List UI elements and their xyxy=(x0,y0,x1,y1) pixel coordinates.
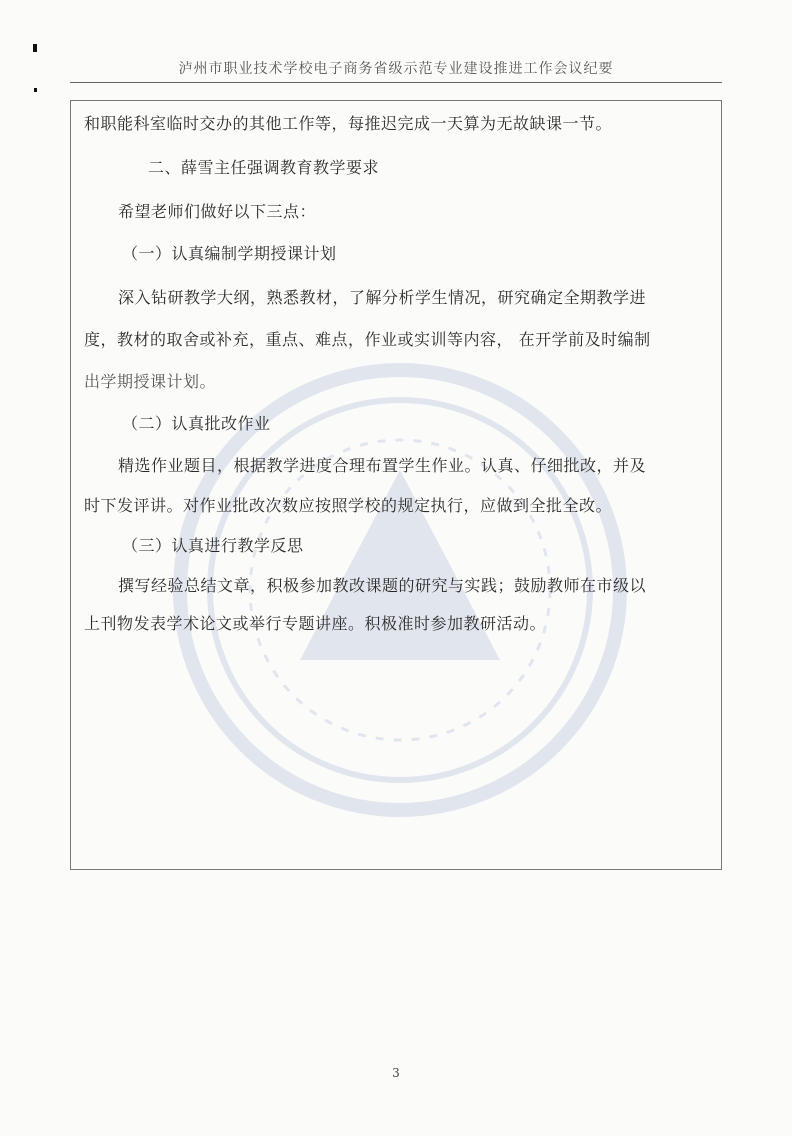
paragraph-line-5: 深入钻研教学大纲，熟悉教材，了解分析学生情况，研究确定全期教学进 xyxy=(118,288,647,307)
paragraph-line-9: 精选作业题目，根据教学进度合理布置学生作业。认真、仔细批改，并及 xyxy=(118,456,647,475)
paragraph-line-13: 上刊物发表学术论文或举行专题讲座。积极准时参加教研活动。 xyxy=(84,614,547,633)
header-rule xyxy=(70,82,722,83)
scan-mark-bottom xyxy=(34,88,37,92)
paragraph-line-7: 出学期授课计划。 xyxy=(84,372,217,391)
page-number: 3 xyxy=(392,1066,400,1080)
subheading-2: （二）认真批改作业 xyxy=(122,414,271,433)
paragraph-line-10: 时下发评讲。对作业批改次数应按照学校的规定执行，应做到全批全改。 xyxy=(84,496,613,515)
document-header-title: 泸州市职业技术学校电子商务省级示范专业建设推进工作会议纪要 xyxy=(178,61,614,77)
paragraph-line-12: 撰写经验总结文章，积极参加教改课题的研究与实践；鼓励教师在市级以 xyxy=(118,576,647,595)
section-heading-2: 二、薛雪主任强调教育教学要求 xyxy=(148,158,380,177)
paragraph-line-1: 和职能科室临时交办的其他工作等，每推迟完成一天算为无故缺课一节。 xyxy=(84,114,613,133)
paragraph-line-6: 度，教材的取舍或补充，重点、难点，作业或实训等内容， 在开学前及时编制 xyxy=(84,330,651,349)
scan-mark-top xyxy=(33,44,37,52)
subheading-3: （三）认真进行教学反思 xyxy=(122,536,304,555)
intro-line: 希望老师们做好以下三点： xyxy=(118,202,317,221)
subheading-1: （一）认真编制学期授课计划 xyxy=(122,244,337,263)
